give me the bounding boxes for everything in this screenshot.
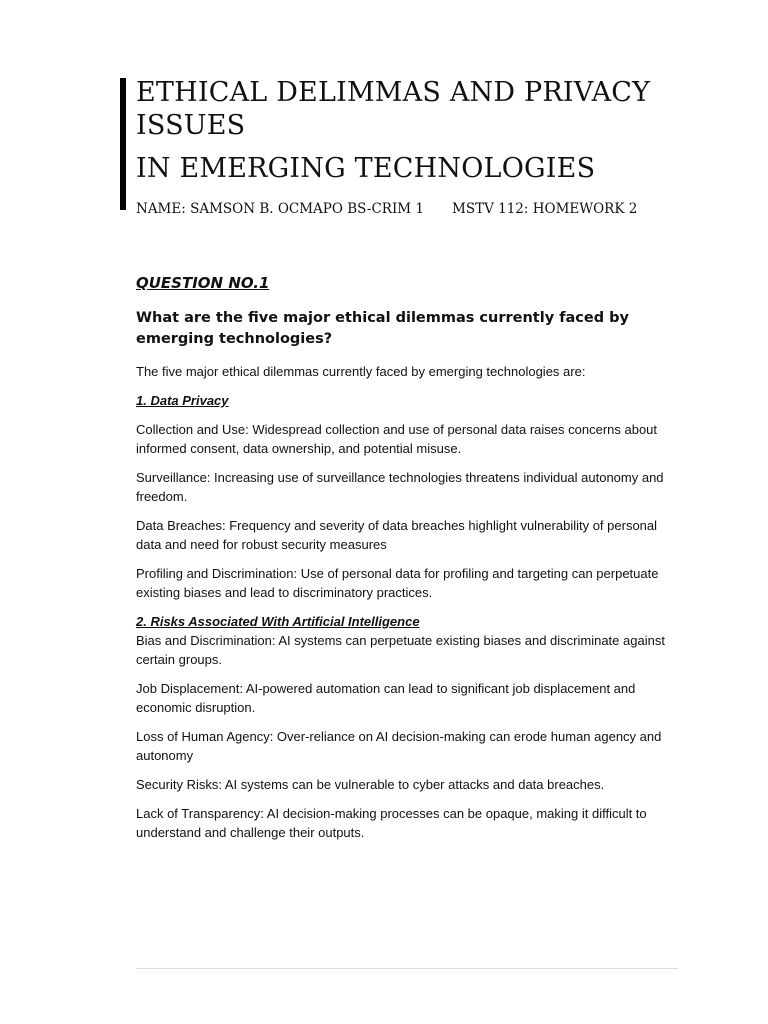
document-title-line1: ETHICAL DELIMMAS AND PRIVACY ISSUES xyxy=(136,77,651,141)
question-text: What are the five major ethical dilemmas currently faced by emerging technologies? xyxy=(136,310,629,347)
section-heading-ai-risks: 2. Risks Associated With Artificial Intelligence xyxy=(136,614,420,629)
paragraph-job-displacement: Job Displacement: AI-powered automation can lead to significant job displacement and economic disruption. xyxy=(136,681,636,715)
paragraph-data-breaches: Data Breaches: Frequency and severity of data breaches highlight vulnerability of personal data and need for robust security measures xyxy=(136,518,658,552)
paragraph-human-agency: Loss of Human Agency: Over-reliance on AI decision-making can erode human agency and autonomy xyxy=(136,729,662,763)
student-name: NAME: SAMSON B. OCMAPO BS-CRIM 1 xyxy=(136,201,424,217)
paragraph-collection-and-use: Collection and Use: Widespread collection and use of personal data raises concerns about informed consent, data ownership, and potential misuse. xyxy=(136,422,658,456)
paragraph-surveillance: Surveillance: Increasing use of surveillance technologies threatens individual autonomy and freedom. xyxy=(136,470,664,504)
title-block xyxy=(136,76,736,218)
footer-divider xyxy=(136,968,678,969)
course-label: MSTV 112: HOMEWORK 2 xyxy=(452,201,638,217)
author-line xyxy=(136,200,736,218)
section-heading-data-privacy: 1. Data Privacy xyxy=(136,393,229,408)
document-title-line2: IN EMERGING TECHNOLOGIES xyxy=(136,153,596,184)
question-heading: QUESTION NO.1 xyxy=(136,274,270,292)
title-accent-bar xyxy=(120,78,126,210)
document-body xyxy=(136,272,681,852)
intro-paragraph: The five major ethical dilemmas currently faced by emerging technologies are: xyxy=(136,364,586,379)
paragraph-transparency: Lack of Transparency: AI decision-making processes can be opaque, making it difficult to understand and challenge their outputs. xyxy=(136,806,647,840)
paragraph-profiling: Profiling and Discrimination: Use of personal data for profiling and targeting can perpetuate existing biases and lead to discriminatory practices. xyxy=(136,566,659,600)
paragraph-bias: Bias and Discrimination: AI systems can perpetuate existing biases and discriminate against certain groups. xyxy=(136,633,665,667)
paragraph-security-risks: Security Risks: AI systems can be vulnerable to cyber attacks and data breaches. xyxy=(136,777,605,792)
